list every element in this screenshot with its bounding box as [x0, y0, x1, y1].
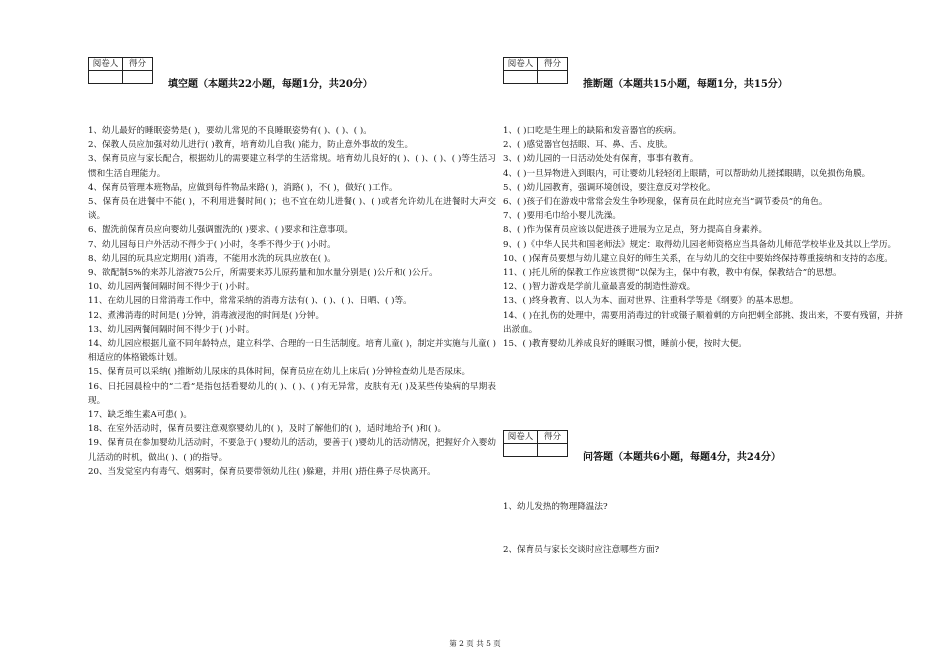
judge-question: 2、( )感觉器官包括眼、耳、鼻、舌、皮肤。: [503, 140, 673, 151]
score-box-grader-cell: [89, 71, 123, 84]
judge-question: 9、( )《中华人民共和国老师法》规定：取得幼儿园老师资格应当具备幼儿师范学校毕业及其以上学历。: [503, 239, 897, 250]
score-box-score-label: 得分: [123, 58, 153, 71]
judge-question: 4、( )一旦异物进入到眼内，可让婴幼儿轻轻闭上眼睛，可以帮助幼儿搓揉眼睛，以免损伤角膜。: [503, 168, 871, 179]
fill-question: 3、保育员应与家长配合，根据幼儿的需要建立科学的生活常规。培育幼儿良好的( )、( )、( )、( )等生活习惯和生活自理能力。: [88, 154, 496, 179]
score-box-grader-label: 阅卷人: [504, 58, 538, 71]
fill-question: 15、保育员可以采纳( )推断幼儿尿床的具体时间，保育员应在幼儿上床后( )分钟检查幼儿是否尿床。: [88, 367, 471, 378]
fill-question: 12、煮沸消毒的时间是( )分钟，消毒液浸泡的时间是( )分钟。: [88, 310, 325, 321]
score-box-score-label: 得分: [538, 431, 568, 444]
essay-question: 1、幼儿发热的物理降温法?: [503, 502, 608, 512]
fill-question: 9、欲配制5%的来苏儿溶液75公斤，所需要来苏儿原药量和加水量分别是( )公斤和( )公斤。: [88, 268, 438, 279]
score-box-essay: [503, 430, 568, 457]
essay-question: 2、保育员与家长交谈时应注意哪些方面?: [503, 545, 660, 555]
judge-question: 13、( )终身教育、以人为本、面对世界、注重科学等是《纲要》的基本思想。: [503, 296, 799, 307]
fill-question: 1、幼儿最好的睡眠姿势是( )，要幼儿常见的不良睡眠姿势有( )、( )、( )。: [88, 126, 372, 136]
score-box-grader-label: 阅卷人: [89, 58, 123, 71]
fill-question: 17、缺乏维生素A可患( )。: [88, 410, 192, 421]
judge-question: 7、( )要用毛巾给小婴儿洗澡。: [503, 211, 622, 222]
score-box-score-cell: [123, 71, 153, 84]
judge-question: 14、( )在扎伤的处理中，需要用消毒过的针或镊子顺着刺的方向把刺全部挑、拨出来，不要有残留，并挤出淤血。: [503, 310, 903, 335]
score-box-score-label: 得分: [538, 58, 568, 71]
judge-section-title: 推断题（本题共15小题，每题1分，共15分）: [583, 79, 788, 90]
judge-question: 12、( )智力游戏是学前儿童最喜爱的制造性游戏。: [503, 282, 696, 293]
score-box-score-cell: [538, 444, 568, 457]
fill-question: 16、日托园晨检中的“二看”是指包括看婴幼儿的( )、( )、( )有无异常，皮肤有无( )及某些传染病的早期表现。: [88, 381, 496, 406]
judge-question: 11、( )托儿所的保教工作应该贯彻“以保为主，保中有教，教中有保，保教结合”的思想。: [503, 268, 842, 279]
fill-question: 10、幼儿园两餐间隔时间不得少于( )小时。: [88, 282, 255, 293]
judge-question: 8、( )作为保育员应该以促进孩子进展为立足点，努力提高自身素养。: [503, 225, 768, 236]
score-box-grader-cell: [504, 71, 538, 84]
score-box-score-cell: [538, 71, 568, 84]
fill-question: 2、保教人员应加强对幼儿进行( )教育，培育幼儿自我( )能力，防止意外事故的发生。: [88, 140, 414, 151]
judge-question: 3、( )幼儿园的一日活动处处有保育，事事有教育。: [503, 154, 699, 165]
score-box-judge: [503, 57, 568, 84]
fill-question: 6、盥洗前保育员应向婴幼儿强调盥洗的( )要求、( )要求和注意事项。: [88, 225, 353, 236]
judge-question: 1、( )口吃是生理上的缺陷和发音器官的疾病。: [503, 126, 682, 136]
score-box-grader-cell: [504, 444, 538, 457]
fill-question: 18、在室外活动时，保育员要注意观察婴幼儿的( )，及时了解他们的( )，适时地给予( )和( )。: [88, 424, 447, 435]
judge-question: 5、( )幼儿园教育，强调环境创设，要注意反对学校化。: [503, 182, 716, 193]
fill-section-title: 填空题（本题共22小题，每题1分，共20分）: [168, 79, 373, 90]
fill-question: 5、保育员在进餐中不能( )，不利用进餐时间( )；也不宜在幼儿进餐( )、( )或者允许幼儿在进餐时大声交谈。: [88, 197, 496, 222]
fill-question: 20、当发觉室内有毒气、烟雾时，保育员要带领幼儿往( )躲避，并用( )捂住鼻子尽快离开。: [88, 466, 436, 477]
fill-question: 7、幼儿园每日户外活动不得少于( )小时，冬季不得少于( )小时。: [88, 239, 336, 250]
score-box-fill: [88, 57, 153, 84]
score-box-grader-label: 阅卷人: [504, 431, 538, 444]
fill-question: 14、幼儿园应根据儿童不同年龄特点，建立科学、合理的一日生活制度。培育儿童( )，制定并实施与儿童( )相适应的体格锻炼计划。: [88, 339, 496, 364]
fill-question: 13、幼儿园两餐间隔时间不得少于( )小时。: [88, 324, 255, 335]
fill-question: 19、保育员在参加婴幼儿活动时，不要急于( )婴幼儿的活动，要善于( )婴幼儿的活动情况，把握好介入婴幼儿活动的时机，做出( )、( )的指导。: [88, 438, 496, 463]
judge-question: 10、( )保育员要想与幼儿建立良好的师生关系，在与幼儿的交往中要始终保持尊重接纳和支持的态度。: [503, 253, 893, 264]
judge-question: 6、( )孩子们在游戏中常常会发生争吵现象，保育员在此时应充当“调节委员”的角色。: [503, 197, 828, 208]
page-number: 第 2 页 共 5 页: [449, 639, 501, 648]
fill-question-list: [88, 124, 496, 479]
judge-question: 15、( )教育婴幼儿养成良好的睡眠习惯，睡前小便，按时大便。: [503, 339, 747, 350]
fill-question: 8、幼儿园的玩具应定期用( )消毒，不能用水洗的玩具应放在( )。: [88, 253, 336, 264]
judge-question-list: [503, 124, 903, 351]
fill-question: 11、在幼儿园的日常消毒工作中，常常采纳的消毒方法有( )、( )、( )、日晒、( )等。: [88, 296, 412, 307]
essay-section-title: 问答题（本题共6小题，每题4分，共24分）: [583, 452, 781, 463]
fill-question: 4、保育员管理本班物品，应做到每件物品来路( )，消路( )，不( )，做好( )工作。: [88, 182, 398, 193]
